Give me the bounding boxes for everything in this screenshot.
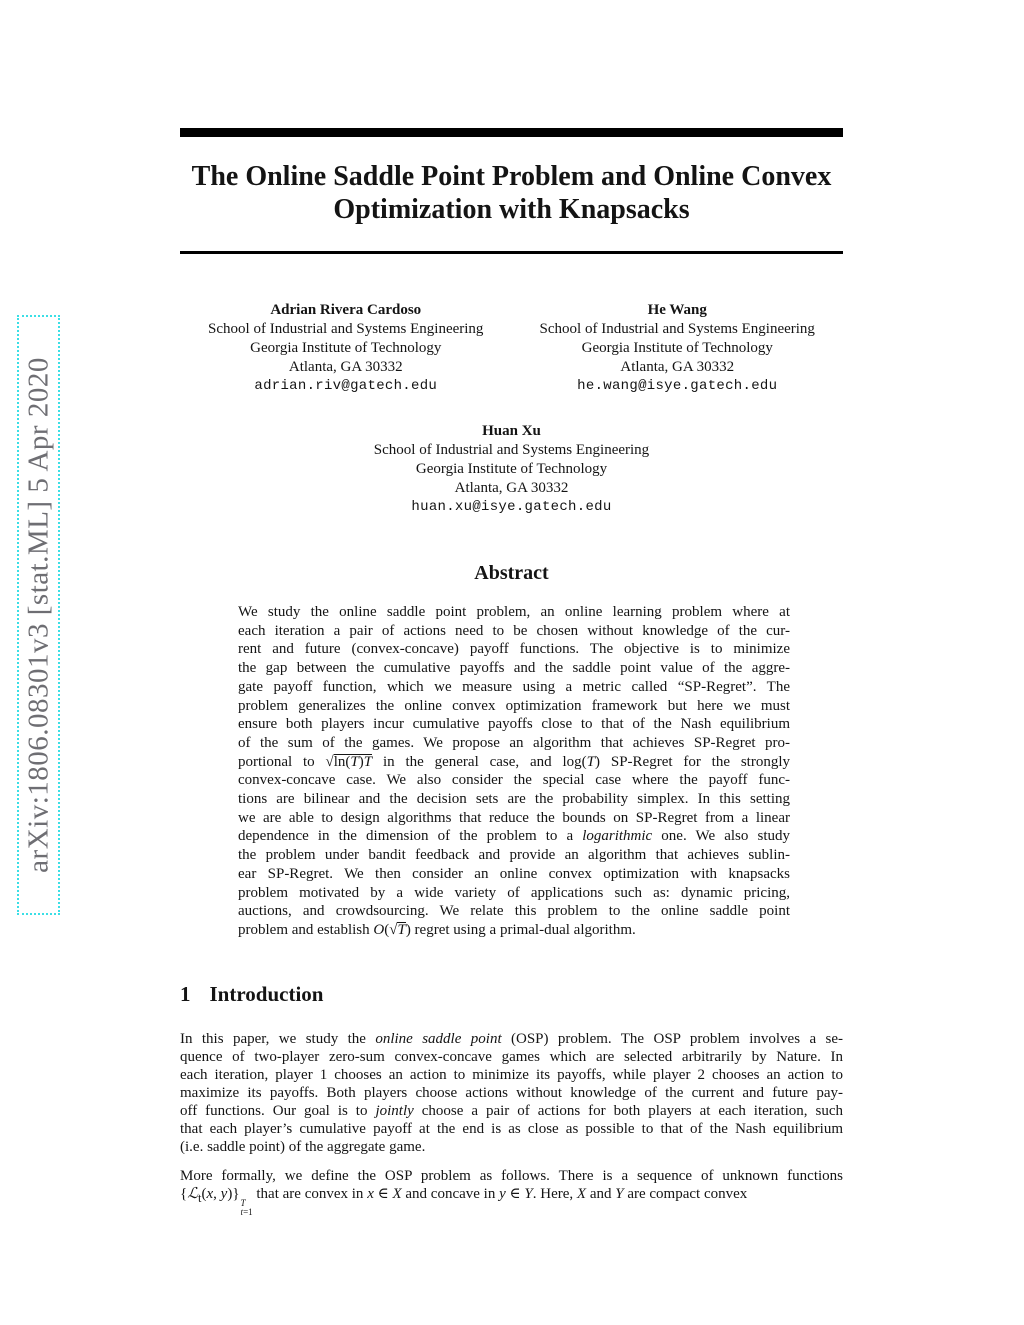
title-rule-bottom [180, 251, 843, 254]
text-line: gate payoff function, which we measure using a metric called “SP-Regret”. The [238, 678, 790, 695]
author-affiliation-line: Georgia Institute of Technology [415, 461, 608, 477]
text-line: More formally, we define the OSP problem as follows. There is a sequence of unknown functions [180, 1167, 843, 1184]
author-affiliation-line: Georgia Institute of Technology [581, 340, 773, 356]
arxiv-stamp-text: arXiv:1806.08301v3 [stat.ML] 5 Apr 2020 [22, 357, 54, 873]
text-line: dependence in the dimension of the problem to a logarithmic one. We also study [238, 828, 790, 845]
text-line: tions are bilinear and the decision sets are the probability simplex. In this setting [238, 791, 790, 808]
intro-paragraph-1 [180, 1030, 843, 1156]
author-affiliation-line: School of Industrial and Systems Engineering [208, 321, 484, 337]
section-title: Introduction [209, 981, 324, 1006]
arxiv-stamp-box [17, 315, 60, 915]
text-line: each iteration, player 1 chooses an action to minimize its payoffs, while player 2 chooses an action to [180, 1066, 843, 1083]
text-line: we are able to design algorithms that reduce the bounds on SP-Regret from a linear [238, 809, 790, 826]
author-affiliation-line: Georgia Institute of Technology [250, 340, 442, 356]
paper-title [180, 160, 843, 226]
text-line: portional to √ln(T)T in the general case, and log(T) SP-Regret for the strongly [238, 753, 791, 770]
author-affiliation-line: School of Industrial and Systems Engineering [539, 321, 815, 337]
text-line: convex-concave case. We also consider the special case where the payoff func- [238, 772, 790, 789]
author-affiliation-line: Atlanta, GA 30332 [620, 359, 735, 375]
text-line: rent and future (convex-concave) payoff functions. The objective is to minimize [238, 641, 790, 658]
author-email: he.wang@isye.gatech.edu [577, 378, 778, 394]
intro-paragraph-2 [180, 1167, 843, 1218]
paper-content-column [180, 0, 843, 1218]
text-line: the problem under bandit feedback and provide an algorithm that achieves sublin- [238, 847, 790, 864]
introduction-heading [180, 982, 843, 1007]
author-block-adrian-rivera-cardoso [180, 301, 512, 396]
text-line: that each player’s cumulative payoff at the end is as close as possible to that of the Nash equilibrium [180, 1120, 843, 1137]
author-email: huan.xu@isye.gatech.edu [411, 499, 612, 515]
paper-title-line: Optimization with Knapsacks [333, 194, 690, 225]
text-line: of the sum of the games. We propose an algorithm that achieves SP-Regret pro- [238, 734, 790, 751]
text-line: auctions, and crowdsourcing. We relate this problem to the online saddle point [238, 903, 790, 920]
author-block-he-wang [512, 301, 844, 396]
text-line: problem generalizes the online convex optimization framework but here we must [238, 697, 790, 714]
abstract-body [238, 603, 790, 940]
text-line: the gap between the cumulative payoffs and the saddle point value of the aggre- [238, 660, 790, 677]
author-email: adrian.riv@gatech.edu [254, 378, 438, 394]
text-line: ensure both players incur cumulative payoffs close to that of the Nash equilibrium [238, 716, 790, 733]
title-rule-top [180, 128, 843, 137]
author-name: He Wang [647, 302, 707, 318]
section-number: 1 [180, 981, 191, 1006]
text-line: ear SP-Regret. We then consider an online convex optimization with knapsacks [238, 865, 790, 882]
author-affiliation-line: Atlanta, GA 30332 [288, 359, 403, 375]
text-line: off functions. Our goal is to jointly choose a pair of actions for both players at each iteration, such [180, 1102, 843, 1119]
author-block-huan-xu [180, 422, 843, 517]
text-line: problem motivated by a wide variety of applications such as: dynamic pricing, [238, 884, 790, 901]
author-name: Adrian Rivera Cardoso [270, 302, 422, 318]
text-line: quence of two-player zero-sum convex-concave games which are selected arbitrarily by Nature. In [180, 1048, 843, 1065]
paper-title-line: The Online Saddle Point Problem and Online Convex [191, 161, 832, 192]
text-line: We study the online saddle point problem, an online learning problem where at [238, 604, 790, 620]
authors-row [180, 301, 843, 396]
text-line: In this paper, we study the online saddle point (OSP) problem. The OSP problem involves a se- [180, 1030, 843, 1047]
text-line: problem and establish O(√T) regret using a primal-dual algorithm. [238, 921, 636, 938]
text-line: maximize its payoffs. Both players choose actions without knowledge of the current and future pay- [180, 1084, 843, 1101]
text-line: each iteration a pair of actions need to be chosen without knowledge of the cur- [238, 622, 790, 639]
author-name: Huan Xu [482, 423, 541, 439]
author-affiliation-line: School of Industrial and Systems Engineering [373, 442, 650, 458]
text-line: (i.e. saddle point) of the aggregate game. [180, 1138, 426, 1155]
author-affiliation-line: Atlanta, GA 30332 [454, 480, 569, 496]
text-line: {ℒ$_t$(x, y)} T t=1 that are convex in x ∈ X and concave in y ∈ Y. Here, X and Y are compact convex [180, 1185, 748, 1218]
abstract-heading: Abstract [474, 562, 549, 584]
